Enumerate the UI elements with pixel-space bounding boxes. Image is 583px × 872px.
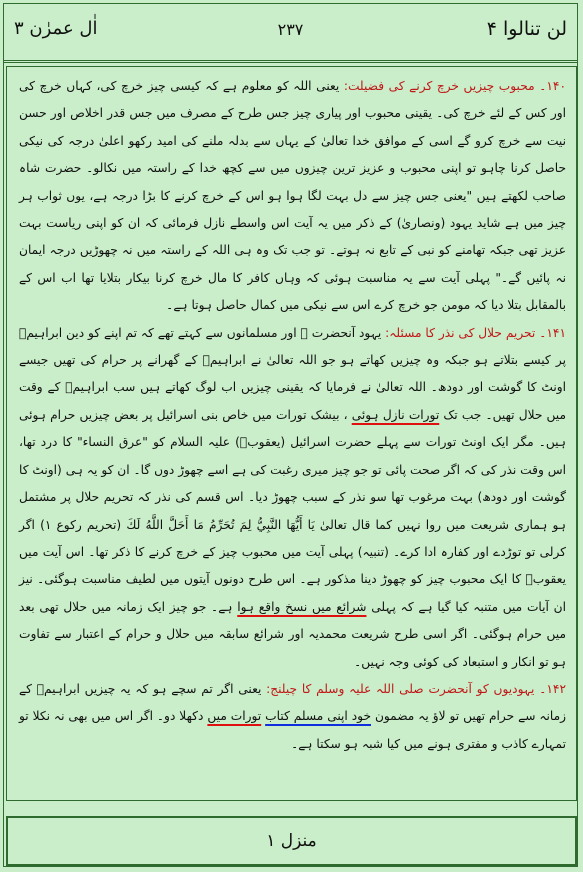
note-heading: یہودیوں کو آنحضرت صلی اللہ علیہ وسلم کا چیلنج: <box>266 681 535 696</box>
manzil-footer <box>6 816 577 866</box>
note-142 <box>19 676 566 758</box>
note-text: یعنی اگر تم سچے ہو کہ یہ چیزیں ابراہیمؑ کے زمانہ سے حرام تھیں تو لاؤ یہ مضمون <box>19 681 567 724</box>
underlined-phrase: شرائع میں نسخ واقع ہوا <box>237 599 367 614</box>
note-heading: محبوب چیزیں خرچ کرنے کی فضیلت: <box>343 79 535 93</box>
note-text: ، بیشک تورات میں خاص بنی اسرائیل پر بعض چیزیں حرام ہوئی ہیں۔ مگر ایک اونٹ تورات سے پہلے حضرت اسرائیل (یعقوبؑ) علیہ السلام کو "عرق النساء" کا درد تھا، اس وقت نذر کی کہ اگر صحت پائی تو جو چیز میری رغبت کی ہے اسے چھوڑ دوں گا۔ ان کو یہ ہی (اونٹ کا گوشت اور دودھ) بہت مرغوب تھا سو نذر کے سبب چھوڑ دیا۔ اس قسم کی نذر کہ تحریم حلال پر مشتمل ہو ہماری شریعت میں روا نہیں کما قال تعالیٰ يَا أَيُّهَا النَّبِيُّ لِمَ تُحَرِّمُ مَا أَحَلَّ اللَّهُ لَكَ (تحریم رکوع ۱) اگر کرلی تو توڑدے اور کفارہ ادا کرے۔ (تنبیہ) پہلی آیت میں محبوب چیز کے خرچ کرنے کا ذکر تھا۔ اس آیت میں یعقوبؑ کا ایک محبوب چیز کو چھوڑ دینا مذکور ہے۔ اس طرح دونوں آیتوں میں لطیف مناسبت ہوگئی۔ نیز ان آیات میں متنبہ کیا گیا ہے کہ پہلی <box>19 407 566 614</box>
note-141 <box>19 320 566 676</box>
page-number: ۲۳۷ <box>277 20 304 39</box>
note-heading: تحریم حلال کی نذر کا مسئلہ: <box>385 325 536 340</box>
underlined-phrase: تورات میں <box>207 709 262 724</box>
manzil-label: منزل ۱ <box>266 831 317 851</box>
note-number: ۱۴۱۔ <box>539 325 567 340</box>
note-140 <box>19 73 566 320</box>
tafsir-body <box>6 66 577 801</box>
note-text: یعنی اللہ کو معلوم ہے کہ کیسی چیز خرچ کی، کہاں خرچ کی اور کس کے لئے خرچ کی۔ یقینی محبوب اور پیاری چیز جس طرح کے مصرف میں جس قدر اخلاص اور حسن نیت سے خرچ کرو گے اسی کے موافق خدا تعالیٰ کے یہاں سے بدلہ ملنے کی امید رکھو اعلیٰ درجہ کی نیکی حاصل کرنا چاہو تو اپنی محبوب و عزیز ترین چیزوں میں سے کچھ خدا کے راستہ میں نکالو۔ حضرت شاہ صاحب لکھتے ہیں "یعنی جس چیز سے دل بہت لگا ہوا ہو اس کے خرچ کرنے کا بڑا درجہ ہے، یوں ثواب ہر چیز میں ہے شاید یہود (ونصاریٰ) کے ذکر میں یہ آیت اس واسطے نازل فرمائی کہ ان کو اپنی ریاست بہت عزیز تھی جبکہ تھامنے کو نبی کے تابع نہ ہوتے۔ تو جب تک وہ ہی اللہ کے راستہ میں نہ چھوڑیں درجہ ایمان نہ پائیں گے۔" پہلی آیت سے یہ مناسبت ہوئی کہ وہاں کافر کا مال خرچ کرنا بیکار بتلایا تھا اب اس کے بالمقابل بتلا دیا کہ مومن جو خرچ کرے اس سے نیکی میں کمال حاصل ہوتا ہے۔ <box>19 79 566 313</box>
note-text: ہے۔ جو چیز ایک زمانہ میں حلال تھی بعد میں حرام ہوگئی۔ اگر اسی طرح شریعت محمدیہ اور شرائع سابقہ میں حلال و حرام کے اعتبار سے تفاوت ہو تو انکار و استبعاد کی کوئی وجہ نہیں۔ <box>19 599 566 669</box>
surah-title: اٰل عمرٰن ۳ <box>14 18 98 39</box>
juz-title: لن تنالوا ۴ <box>486 18 567 40</box>
note-text: یہود آنحضرت ﷺ اور مسلمانوں سے کہتے تھے کہ تم اپنے کو دین ابراہیمؑ پر کیسے بتلاتے ہو جبکہ وہ چیزیں کھاتے ہو جو اللہ تعالیٰ نے ابراہیمؑ کے گھرانے پر حرام کی تھیں جیسے اونٹ کا گوشت اور دودھ۔ اللہ تعالیٰ نے فرمایا کہ یقینی چیزیں اب لوگ کھاتے ہیں سب ابراہیمؑ کے وقت میں حلال تھیں۔ جب تک <box>19 325 566 422</box>
note-number: ۱۴۲۔ <box>539 681 566 696</box>
page-header <box>4 4 577 63</box>
underlined-phrase: تورات نازل ہوئی <box>351 407 440 422</box>
note-number: ۱۴۰۔ <box>539 79 566 93</box>
note-text: دکھلا دو۔ اگر اس میں بھی نہ نکلا تو تمہارے کاذب و مفتری ہونے میں کیا شبہ ہو سکتا ہے۔ <box>19 709 566 751</box>
underlined-phrase-blue: خود اپنی مسلم کتاب <box>265 709 371 724</box>
